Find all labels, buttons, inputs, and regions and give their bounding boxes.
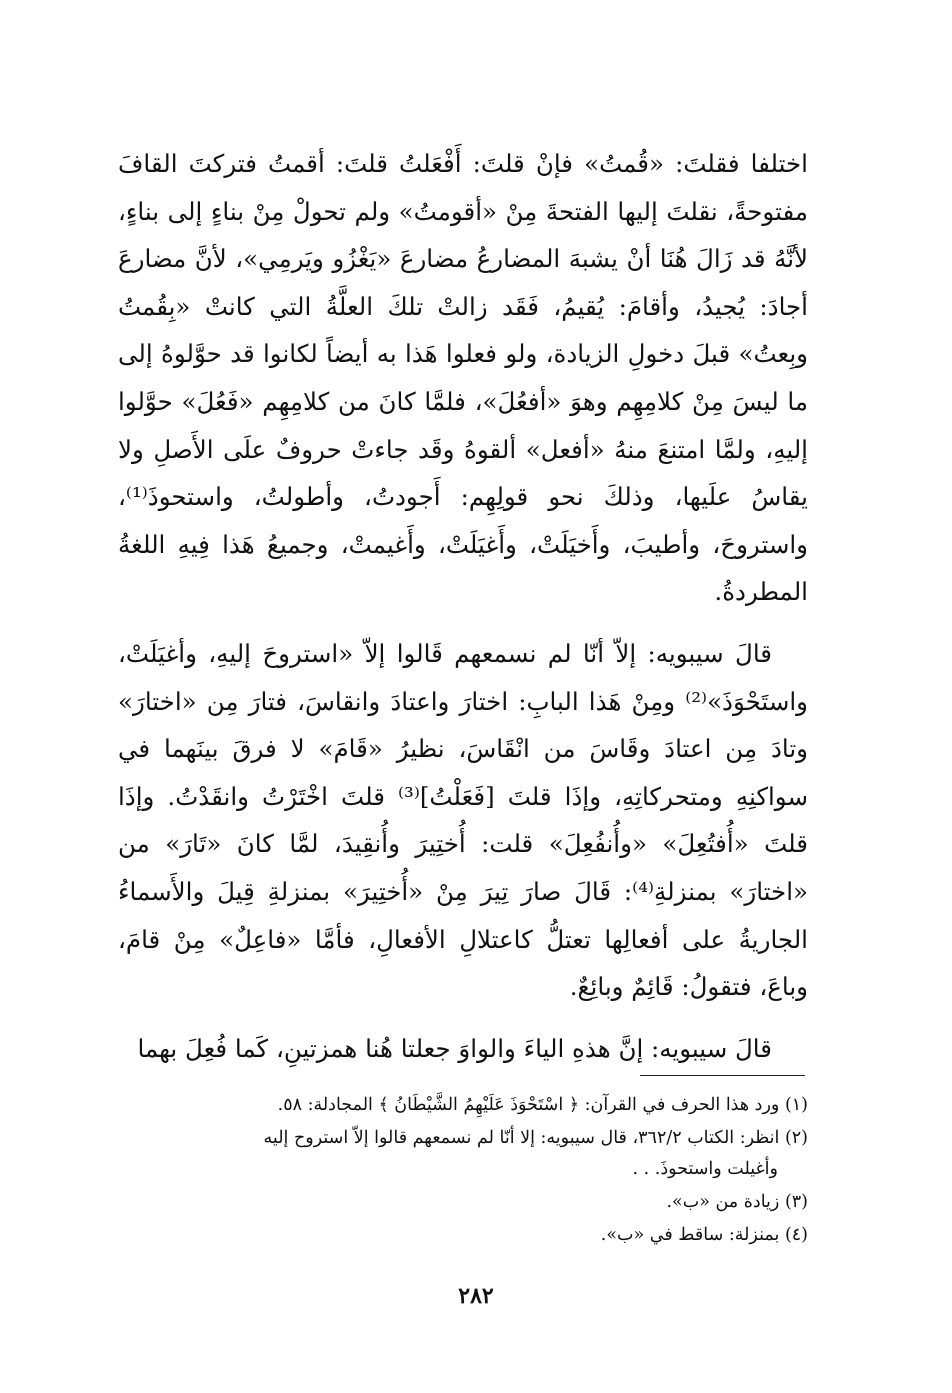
footnote-3 [118,1187,808,1218]
footnote-marker: (٢) [784,1128,808,1148]
footnote-text: بمنزلة: ساقط في «ب». [600,1225,780,1245]
footnote-marker: (٤) [784,1225,808,1245]
footnote-4 [118,1220,808,1251]
footnotes [118,1088,808,1253]
footnote-1 [118,1090,808,1121]
paragraph-2: قالَ سيبويه: إلاّ أنّا لم نسمعهم قَالوا إلاّ «استروحَ إليهِ، وأغيَلَتْ، واستَحْوَذَ»⁽²⁾ ومِنْ هَذا البابِ: اختارَ واعتادَ وانقاسَ، فتارَ مِن «اختارَ» وتادَ مِن اعتادَ وقَاسَ من انْقَاسَ، نظيرُ «قَامَ» لا فرقَ بينَهما في سواكنِهِ ومتحركاتِهِ، وإذَا قلتَ [فَعَلْتُ]⁽³⁾ قلتَ اخْتَرْتُ وانقَدْتُ. وإذَا قلتَ «أُفتُعِلَ» «وأُنفُعِلَ» قلت: أُختِيرَ وأُنقِيدَ، لمَّا كانَ «تَارَ» من «اختارَ» بمنزلةِ⁽⁴⁾: قَالَ صارَ تِيرَ مِنْ «أُختِيرَ» بمنزلةِ قِيلَ والأَسماءُ الجاريةُ على أفعالِها تعتلُّ كاعتلالِ الأفعالِ، فأمَّا «فاعِلٌ» مِنْ قامَ، وباعَ، فتقولُ: قَائِمٌ وبائِعٌ. [118,638,809,1002]
footnote-separator [640,1075,805,1076]
footnote-continuation: وأغيلت واستحوذَ. . . [632,1159,778,1179]
paragraph-1: اختلفا فقلتَ: «قُمتُ» فإنْ قلتَ: أَفْعَلتُ قلتَ: أقمتُ فتركتَ القافَ مفتوحةً، نقلتَ إليها الفتحةَ مِنْ «أقومتُ» ولم تحولْ مِنْ بناءٍ إلى بناءٍ، لأنَّهُ قد زَالَ هُنَا أنْ يشبهَ المضارعُ مضارعَ «يَغْزُو ويَرمِي»، لأنَّ مضارعَ أجادَ: يُجيدُ، وأقامَ: يُقيمُ، فَقَد زالتْ تلكَ العلَّةُ التي كانتْ «بِقُمتُ وبِعتُ» قبلَ دخولِ الزيادة، ولو فعلوا هَذا به أيضاً لكانوا قد حوَّلوهُ إلى ما ليسَ مِنْ كلامِهِم وهوَ «أفعُلَ»، فلمَّا كانَ من كلامِهِم «فَعُلَ» حوَّلوا إليهِ، ولمَّا امتنعَ منهُ «أفعل» ألقوهُ وقَد جاءتْ حروفٌ علَى الأَصلِ ولا يقاسُ علَيها، وذلكَ نحو قولِهِم: أَجودتُ، وأطولتُ، واستحوذَ⁽¹⁾، واستروحَ، وأطيبَ، وأَخيَلَتْ، وأَغيَلَتْ، وأَغيمتْ، وجميعُ هَذا فِيهِ اللغةُ المطردةُ. [118,149,808,607]
footnote-text: انظر: الكتاب ٣٦٢/٢، قال سيبويه: إلا أنّا لم نسمعهم قالوا إلاّ استروح إليه [263,1128,780,1148]
paragraph-3: قالَ سيبويه: إنَّ هذهِ الياءَ والواوَ جعلتا هُنا همزتينِ، كَما فُعِلَ بهما [137,1033,772,1063]
page-number: ٢٨٢ [458,1283,494,1309]
footnote-marker: (٣) [784,1192,808,1212]
footnote-text: زيادة من «ب». [666,1192,780,1212]
footnote-2 [118,1123,808,1185]
footnote-text: ورد هذا الحرف في القرآن: ﴿ اسْتَحْوَذَ عَلَيْهِمُ الشَّيْطَانُ ﴾ المجادلة: ٥٨. [277,1095,780,1115]
main-text [118,140,808,1072]
footnote-marker: (١) [784,1095,808,1115]
